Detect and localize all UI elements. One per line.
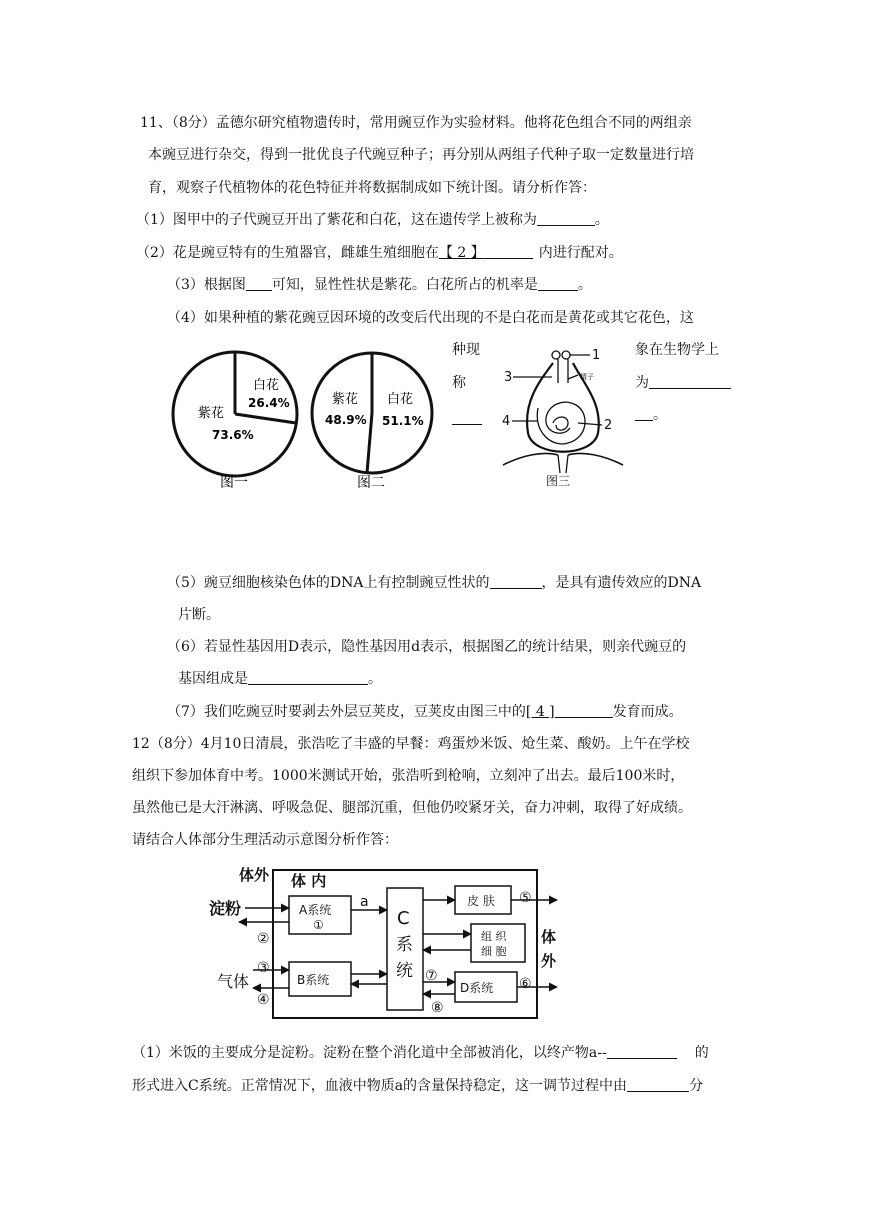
label-a: a <box>360 894 369 910</box>
q12-intro-line1: 12（8分）4月10日清晨，张浩吃了丰盛的早餐：鸡蛋炒米饭、炝生菜、酸奶。上午在学校 <box>132 736 690 752</box>
q12-intro-line3: 虽然他已是大汗淋漓、呼吸急促、腿部沉重，但他仍咬紧牙关，奋力冲刺，取得了好成绩。 <box>132 800 692 816</box>
label-1: 1 <box>592 348 601 363</box>
figure-caption: 图二 <box>357 475 385 491</box>
label-sperm: 精子 <box>580 373 594 381</box>
ovule-inner <box>553 417 568 430</box>
answer-blank[interactable] <box>248 670 368 685</box>
stem <box>558 455 568 473</box>
num-6: ⑥ <box>519 976 532 992</box>
q11-sub6-line1: （6）若显性基因用D表示，隐性基因用d表示，根据图乙的统计结果，则亲代豌豆的 <box>167 639 687 655</box>
label-gas: 气体 <box>217 972 250 991</box>
ovule <box>537 402 585 444</box>
q11-sub2-end: 内进行配对。 <box>538 245 623 261</box>
sepals <box>503 453 623 465</box>
q11-intro-line3: 育，观察子代植物体的花色特征并将数据制成如下统计图。请分析作答： <box>148 180 596 196</box>
answer-blank[interactable] <box>452 410 482 425</box>
q12-sub1-text1: （1）米饭的主要成分是淀粉。淀粉在整个消化道中全部被消化，以终产物a-- <box>132 1045 607 1061</box>
num-1: ① <box>313 918 324 932</box>
answer-blank[interactable] <box>246 276 272 291</box>
label-skin: 皮 肤 <box>467 894 495 908</box>
pie-value-white: 51.1% <box>382 414 424 428</box>
q11-sub5 <box>167 573 701 593</box>
q12-sub1-end1: 的 <box>694 1045 709 1061</box>
label-2: 2 <box>604 418 613 433</box>
figure-2 <box>307 347 442 492</box>
figure-3 <box>498 343 628 490</box>
style <box>558 359 568 383</box>
q11-sub3-text: （3）根据图 <box>167 277 246 293</box>
answer-blank[interactable] <box>635 406 653 421</box>
label-c-3: 统 <box>396 961 413 981</box>
answer-blank[interactable] <box>537 211 595 226</box>
answer-blank[interactable] <box>490 574 542 589</box>
num-4: ④ <box>257 992 270 1008</box>
q11-sub1-end: 。 <box>594 212 609 228</box>
q11-sub4-side-right-3-text: 。 <box>653 407 667 423</box>
label-tissue-1: 组 织 <box>481 930 507 943</box>
pie-label-white: 白花 <box>253 378 280 393</box>
q12-sub1-text2: 形式进入C系统。正常情况下，血液中物质a的含量保持稳定，这一调节过程中由 <box>132 1078 628 1094</box>
num-5: ⑤ <box>519 890 532 906</box>
q11-sub6-end: 。 <box>368 671 382 687</box>
label-3: 3 <box>504 370 513 385</box>
q11-sub7-text: （7）我们吃豌豆时要剥去外层豆荚皮，豆荚皮由图三中的 <box>167 704 526 720</box>
q11-sub6-line2 <box>178 669 382 689</box>
answer-blank[interactable] <box>607 1044 677 1059</box>
pie-value-white: 26.4% <box>248 396 290 410</box>
q11-sub4: （4）如果种植的紫花豌豆因环境的改变后代出现的不是白花而是黄花或其它花色，这 <box>167 310 694 326</box>
label-outside-right-2: 外 <box>541 952 557 970</box>
q11-sub7 <box>167 702 683 722</box>
label-c-2: 系 <box>396 935 413 955</box>
q11-sub2-bracket: 【 2 】 <box>438 245 485 261</box>
q12-sub1-line1 <box>132 1043 709 1063</box>
answer-blank[interactable] <box>649 374 731 389</box>
stigma-left <box>552 351 560 359</box>
q11-sub3 <box>167 275 592 295</box>
label-starch: 淀粉 <box>209 899 242 918</box>
q11-sub7-bracket: [ 4 ] <box>525 704 555 720</box>
answer-blank[interactable] <box>627 1077 689 1092</box>
label-4: 4 <box>502 414 511 429</box>
leader-sperm <box>568 375 578 379</box>
q11-sub3-end: 。 <box>577 277 592 293</box>
figure-caption: 图一 <box>220 475 248 491</box>
figure-1 <box>168 347 303 492</box>
q12-intro-line4: 请结合人体部分生理活动示意图分析作答： <box>132 832 398 848</box>
q11-intro-line2: 本豌豆进行杂交，得到一批优良子代豌豆种子；再分别从两组子代种子取一定数量进行培 <box>148 147 694 163</box>
num-3: ③ <box>257 960 270 976</box>
stigma-right <box>562 351 570 359</box>
q12-sub1-end2: 分 <box>689 1078 704 1094</box>
label-d-system: D系统 <box>460 981 494 995</box>
q11-sub4-side-right-2-text: 为 <box>635 375 649 391</box>
pie-label-purple: 紫花 <box>332 392 359 407</box>
figure-caption: 图三 <box>546 474 571 488</box>
num-2: ② <box>257 931 270 947</box>
q11-sub5-end: ，是具有遗传效应的DNA <box>541 575 702 591</box>
pie-value-purple: 73.6% <box>212 428 254 442</box>
q11-sub1 <box>136 210 609 230</box>
q11-sub7-end: 发育而成。 <box>612 704 683 720</box>
q11-sub4-side-left-1: 种现 <box>452 342 480 358</box>
q11-sub4-side-right-2 <box>635 373 731 393</box>
q12-sub1-line2 <box>132 1076 703 1096</box>
pie-value-purple: 48.9% <box>325 413 367 427</box>
label-tissue-2: 细 胞 <box>481 945 507 958</box>
q12-intro-line2: 组织下参加体育中考。1000米测试开始，张浩听到枪响，立刻冲了出去。最后100米时， <box>132 768 685 784</box>
label-inside: 体 内 <box>291 872 327 890</box>
answer-blank[interactable] <box>555 703 613 718</box>
pie-label-purple: 紫花 <box>198 406 225 421</box>
answer-blank[interactable] <box>485 244 533 259</box>
q11-sub4-side-right-1: 象在生物学上 <box>635 342 719 358</box>
label-c-1: C <box>397 908 410 929</box>
label-outside-right-1: 体 <box>541 928 557 946</box>
num-7: ⑦ <box>425 968 438 984</box>
physiology-diagram <box>205 862 580 1022</box>
pie-label-white: 白花 <box>387 392 414 407</box>
q11-sub5-line2: 片断。 <box>178 607 220 623</box>
q11-sub5-text: （5）豌豆细胞核染色体的DNA上有控制豌豆性状的 <box>167 575 490 591</box>
label-outside-top: 体外 <box>239 866 270 884</box>
q11-sub2 <box>136 243 623 263</box>
q11-sub6-text: 基因组成是 <box>178 671 248 687</box>
label-b-system: B系统 <box>297 973 330 987</box>
q11-sub4-side-left-2: 称 <box>452 375 466 391</box>
q11-intro-line1: 11、（8分）孟德尔研究植物遗传时，常用豌豆作为实验材料。他将花色组合不同的两组亲 <box>140 115 692 131</box>
q11-sub1-text: （1）图甲中的子代豌豆开出了紫花和白花，这在遗传学上被称为 <box>136 212 537 228</box>
label-a-system: A系统 <box>299 903 332 917</box>
num-8: ⑧ <box>431 1000 444 1016</box>
answer-blank[interactable] <box>538 276 578 291</box>
q11-sub3-mid: 可知，显性性状是紫花。白花所占的机率是 <box>271 277 538 293</box>
q11-sub2-text: （2）花是豌豆特有的生殖器官，雌雄生殖细胞在 <box>136 245 439 261</box>
q11-sub4-side-right-3 <box>635 405 667 425</box>
